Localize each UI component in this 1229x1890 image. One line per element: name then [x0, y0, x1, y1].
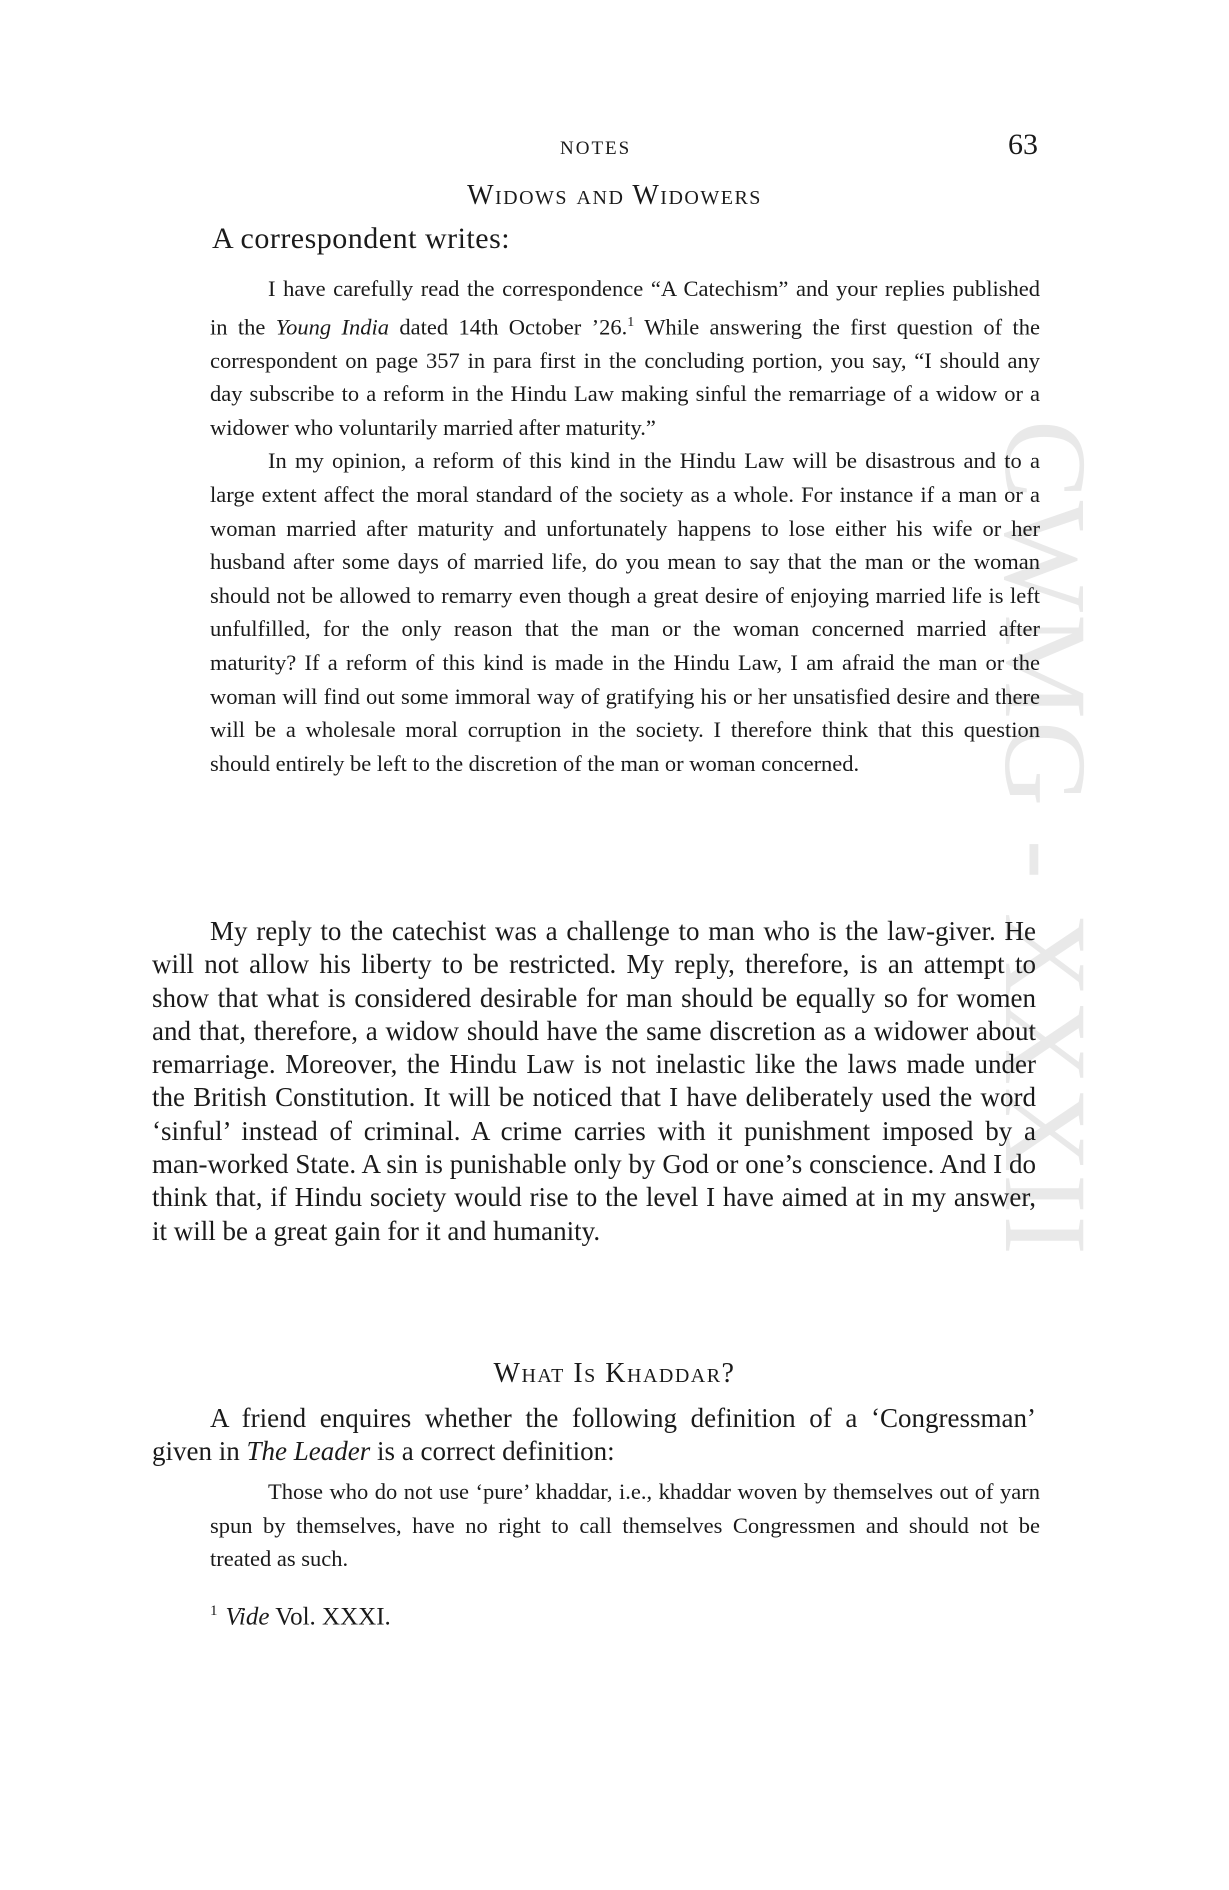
- quote-text: dated 14th October ’26.: [389, 314, 628, 340]
- page-number: 63: [1008, 128, 1038, 161]
- khaddar-intro: [152, 1402, 1036, 1469]
- quote-text: I have carefully read the correspondence “A Catechism” and your replies published in the: [210, 276, 1040, 340]
- definition-text: Those who do not use ‘pure’ khaddar, i.e., khaddar woven by themselves out of yarn spun by themselves, have no right to call themselves Congressmen and should not be treated as such.: [210, 1479, 1040, 1572]
- intro-text: A friend enquires whether the following definition of a ‘Congressman’ given in: [152, 1403, 1036, 1467]
- footnote-italic: Vide: [225, 1603, 270, 1631]
- footnote: [210, 1603, 391, 1631]
- watermark: CWMG - XXXII: [980, 420, 1111, 1257]
- footnote-text: Vol. XXXI.: [269, 1603, 391, 1631]
- reply-paragraph: My reply to the catechist was a challenge to man who is the law-giver. He will not allow his liberty to be restricted. My reply, therefore, is an attempt to show that what is considered desirable for man should be equally so for women and that, therefore, a widow should have the same discretion as a widower about remarriage. Moreover, the Hindu Law is not inelastic like the laws made under the British Constitution. It will be noticed that I have deliberately used the word ‘sinful’ instead of criminal. A crime carries with it punishment imposed by a man-worked State. A sin is punishable only by God or one’s conscience. And I do think that, if Hindu society would rise to the level I have aimed at in my answer, it will be a great gain for it and humanity.: [152, 916, 1036, 1246]
- quoted-letter: [210, 272, 1040, 780]
- intro-text: is a correct definition:: [370, 1436, 615, 1467]
- section-title-widows: Widows and Widowers: [467, 180, 762, 211]
- quoted-definition: [210, 1475, 1040, 1576]
- publication-title: The Leader: [246, 1436, 371, 1467]
- quote-paragraph-1: [210, 272, 1040, 444]
- section-title-khaddar: What Is Khaddar?: [493, 1358, 736, 1389]
- section-intro: A correspondent writes:: [212, 222, 511, 255]
- quote-paragraph-2: In my opinion, a reform of this kind in the Hindu Law will be disastrous and to a large extent affect the moral standard of the society as a whole. For instance if a man or a woman married after maturity and unfortunately happens to lose either his wife or her husband after some days of married life, do you mean to say that the man or the woman should not be allowed to remarry even though a great desire of enjoying married life is left unfulfilled, for the only reason that the man or the woman concerned married after maturity? If a reform of this kind is made in the Hindu Law, I am afraid the man or the woman will find out some immoral way of gratifying his or her unsatisfied desire and there will be a wholesale moral corruption in the society. I therefore think that this question should entirely be left to the discretion of the man or woman concerned.: [210, 448, 1040, 776]
- footnote-marker: 1: [210, 1603, 218, 1619]
- publication-title: Young India: [275, 314, 390, 340]
- running-head: NOTES: [560, 138, 632, 159]
- footnote-reference: 1: [627, 314, 635, 330]
- quote-text: While answering the first question of the correspondent on page 357 in para first in the concluding portion, you say, “I should any day subscribe to a reform in the Hindu Law making sinful the remarriage of a widow or a widower who voluntarily married after maturity.”: [210, 314, 1040, 440]
